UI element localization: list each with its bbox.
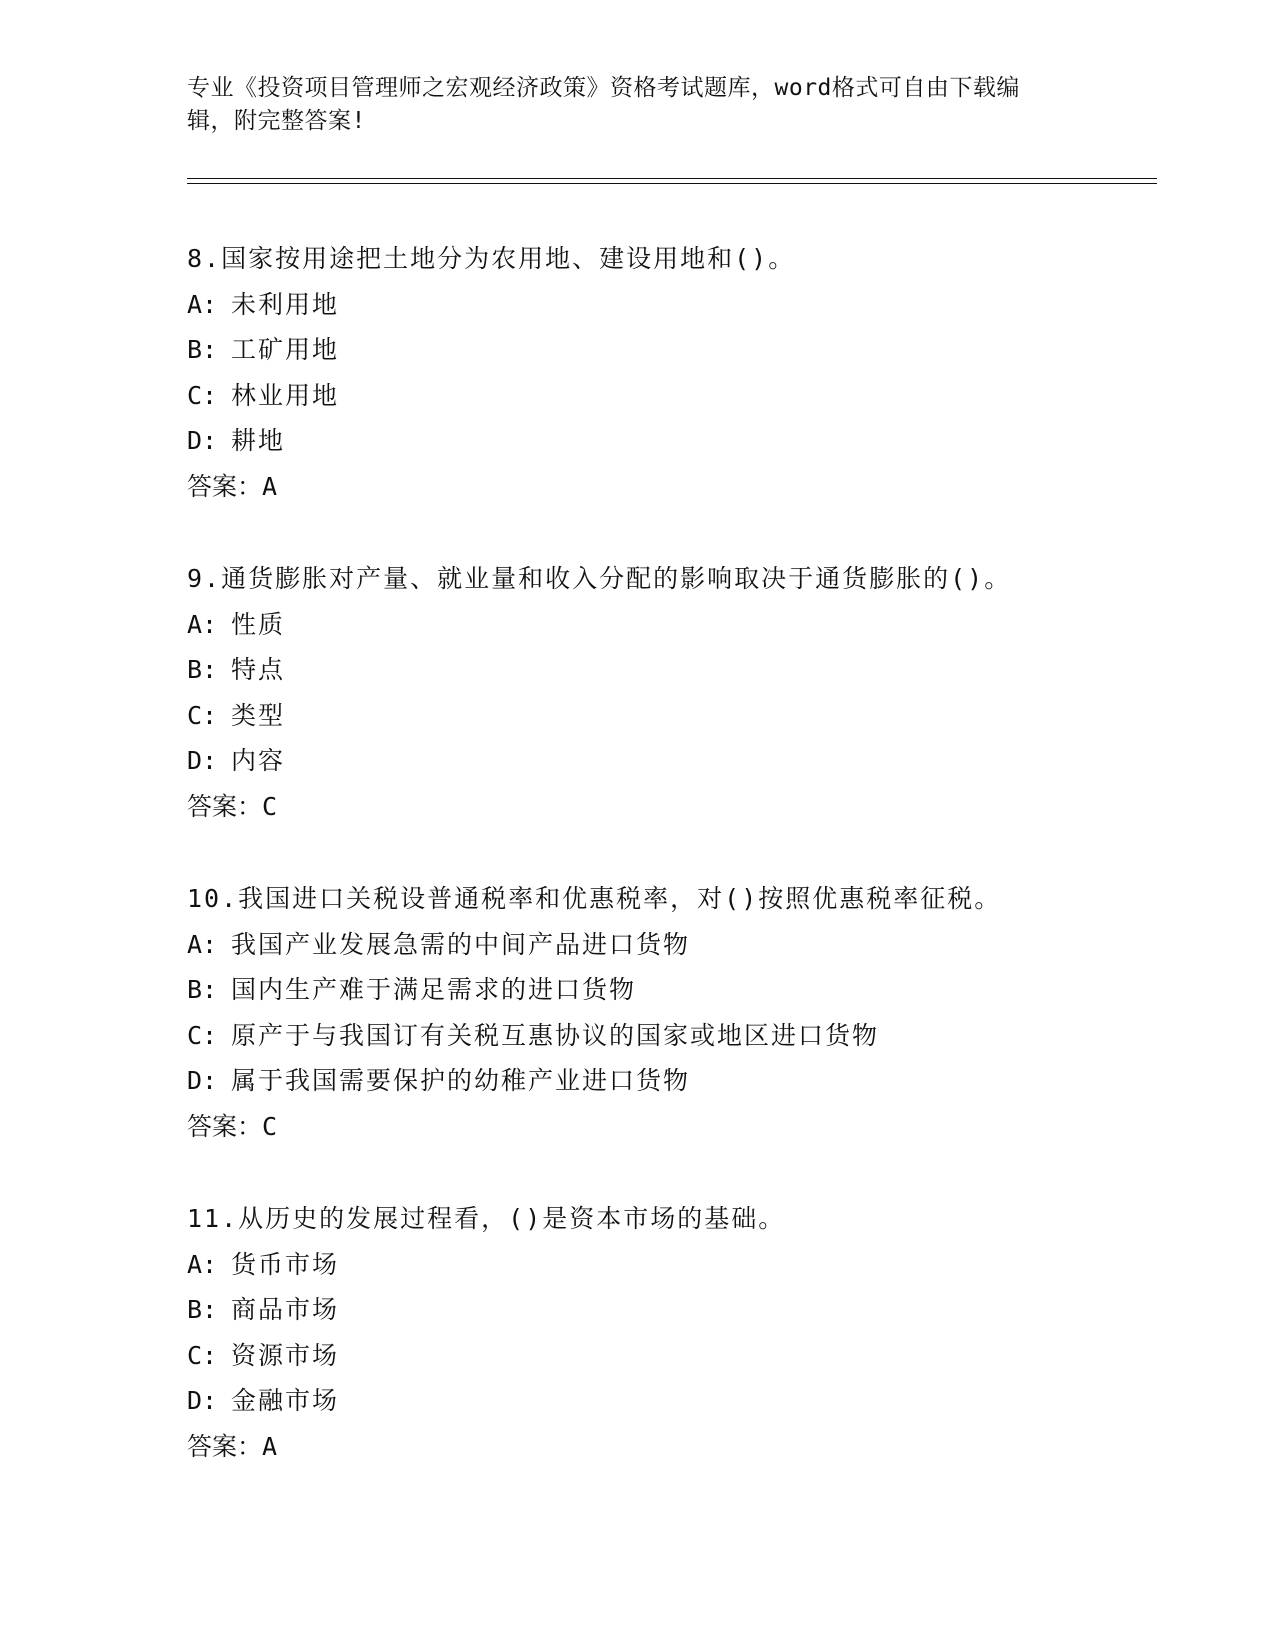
question-8 bbox=[187, 236, 1187, 556]
option-c bbox=[187, 693, 1187, 739]
option-letter: C: bbox=[187, 1340, 218, 1370]
answer-value: C bbox=[262, 1111, 280, 1141]
answer-line bbox=[187, 784, 1187, 830]
option-text: 商品市场 bbox=[231, 1295, 340, 1325]
option-letter: B: bbox=[187, 335, 218, 365]
question-stem: 8.国家按用途把土地分为农用地、建设用地和()。 bbox=[187, 244, 796, 273]
option-a bbox=[187, 602, 1187, 648]
option-d bbox=[187, 738, 1187, 784]
question-9 bbox=[187, 556, 1187, 876]
question-stem: 9.通货膨胀对产量、就业量和收入分配的影响取决于通货膨胀的()。 bbox=[187, 564, 1012, 593]
option-b bbox=[187, 647, 1187, 693]
option-text: 耕地 bbox=[231, 426, 286, 456]
question-10 bbox=[187, 876, 1187, 1196]
answer-label: 答案： bbox=[187, 471, 263, 501]
option-letter: A: bbox=[187, 1249, 218, 1279]
answer-value: C bbox=[262, 791, 280, 821]
option-text: 未利用地 bbox=[231, 289, 340, 319]
question-11 bbox=[187, 1196, 1187, 1516]
option-letter: D: bbox=[187, 1386, 218, 1416]
option-letter: C: bbox=[187, 700, 218, 730]
option-letter: A: bbox=[187, 289, 218, 319]
option-a bbox=[187, 922, 1187, 968]
answer-label: 答案： bbox=[187, 1111, 263, 1141]
option-d bbox=[187, 418, 1187, 464]
question-list bbox=[187, 236, 1187, 1516]
option-text: 货币市场 bbox=[231, 1249, 340, 1279]
option-letter: D: bbox=[187, 746, 218, 776]
option-text: 内容 bbox=[231, 746, 286, 776]
answer-line bbox=[187, 1104, 1187, 1150]
option-text: 原产于与我国订有关税互惠协议的国家或地区进口货物 bbox=[231, 1020, 880, 1050]
question-stem: 10.我国进口关税设普通税率和优惠税率，对()按照优惠税率征税。 bbox=[187, 884, 1002, 913]
option-letter: A: bbox=[187, 609, 218, 639]
option-letter: D: bbox=[187, 1066, 218, 1096]
option-letter: D: bbox=[187, 426, 218, 456]
option-a bbox=[187, 1242, 1187, 1288]
option-text: 性质 bbox=[231, 609, 286, 639]
answer-value: A bbox=[262, 471, 280, 501]
header-line-1: 专业《投资项目管理师之宏观经济政策》资格考试题库，word格式可自由下载编 bbox=[187, 75, 1020, 101]
option-d bbox=[187, 1378, 1187, 1424]
option-text: 类型 bbox=[231, 700, 286, 730]
option-letter: B: bbox=[187, 655, 218, 685]
option-b bbox=[187, 1287, 1187, 1333]
option-text: 工矿用地 bbox=[231, 335, 340, 365]
question-stem: 11.从历史的发展过程看，()是资本市场的基础。 bbox=[187, 1204, 786, 1233]
option-c bbox=[187, 1013, 1187, 1059]
header-line-2: 辑，附完整答案! bbox=[187, 108, 366, 134]
option-text: 国内生产难于满足需求的进口货物 bbox=[231, 975, 637, 1005]
document-header bbox=[187, 72, 1067, 138]
option-text: 特点 bbox=[231, 655, 286, 685]
answer-label: 答案： bbox=[187, 791, 263, 821]
answer-label: 答案： bbox=[187, 1431, 263, 1461]
option-b bbox=[187, 327, 1187, 373]
option-letter: B: bbox=[187, 1295, 218, 1325]
option-letter: C: bbox=[187, 1020, 218, 1050]
option-letter: C: bbox=[187, 380, 218, 410]
answer-line bbox=[187, 464, 1187, 510]
option-text: 资源市场 bbox=[231, 1340, 340, 1370]
option-text: 我国产业发展急需的中间产品进口货物 bbox=[231, 929, 691, 959]
option-b bbox=[187, 967, 1187, 1013]
answer-value: A bbox=[262, 1431, 280, 1461]
option-text: 金融市场 bbox=[231, 1386, 340, 1416]
option-text: 林业用地 bbox=[231, 380, 340, 410]
header-divider-bottom bbox=[187, 183, 1157, 184]
option-a bbox=[187, 282, 1187, 328]
option-c bbox=[187, 1333, 1187, 1379]
option-letter: B: bbox=[187, 975, 218, 1005]
header-divider-top bbox=[187, 178, 1157, 179]
option-c bbox=[187, 373, 1187, 419]
option-text: 属于我国需要保护的幼稚产业进口货物 bbox=[231, 1066, 691, 1096]
option-letter: A: bbox=[187, 929, 218, 959]
option-d bbox=[187, 1058, 1187, 1104]
answer-line bbox=[187, 1424, 1187, 1470]
